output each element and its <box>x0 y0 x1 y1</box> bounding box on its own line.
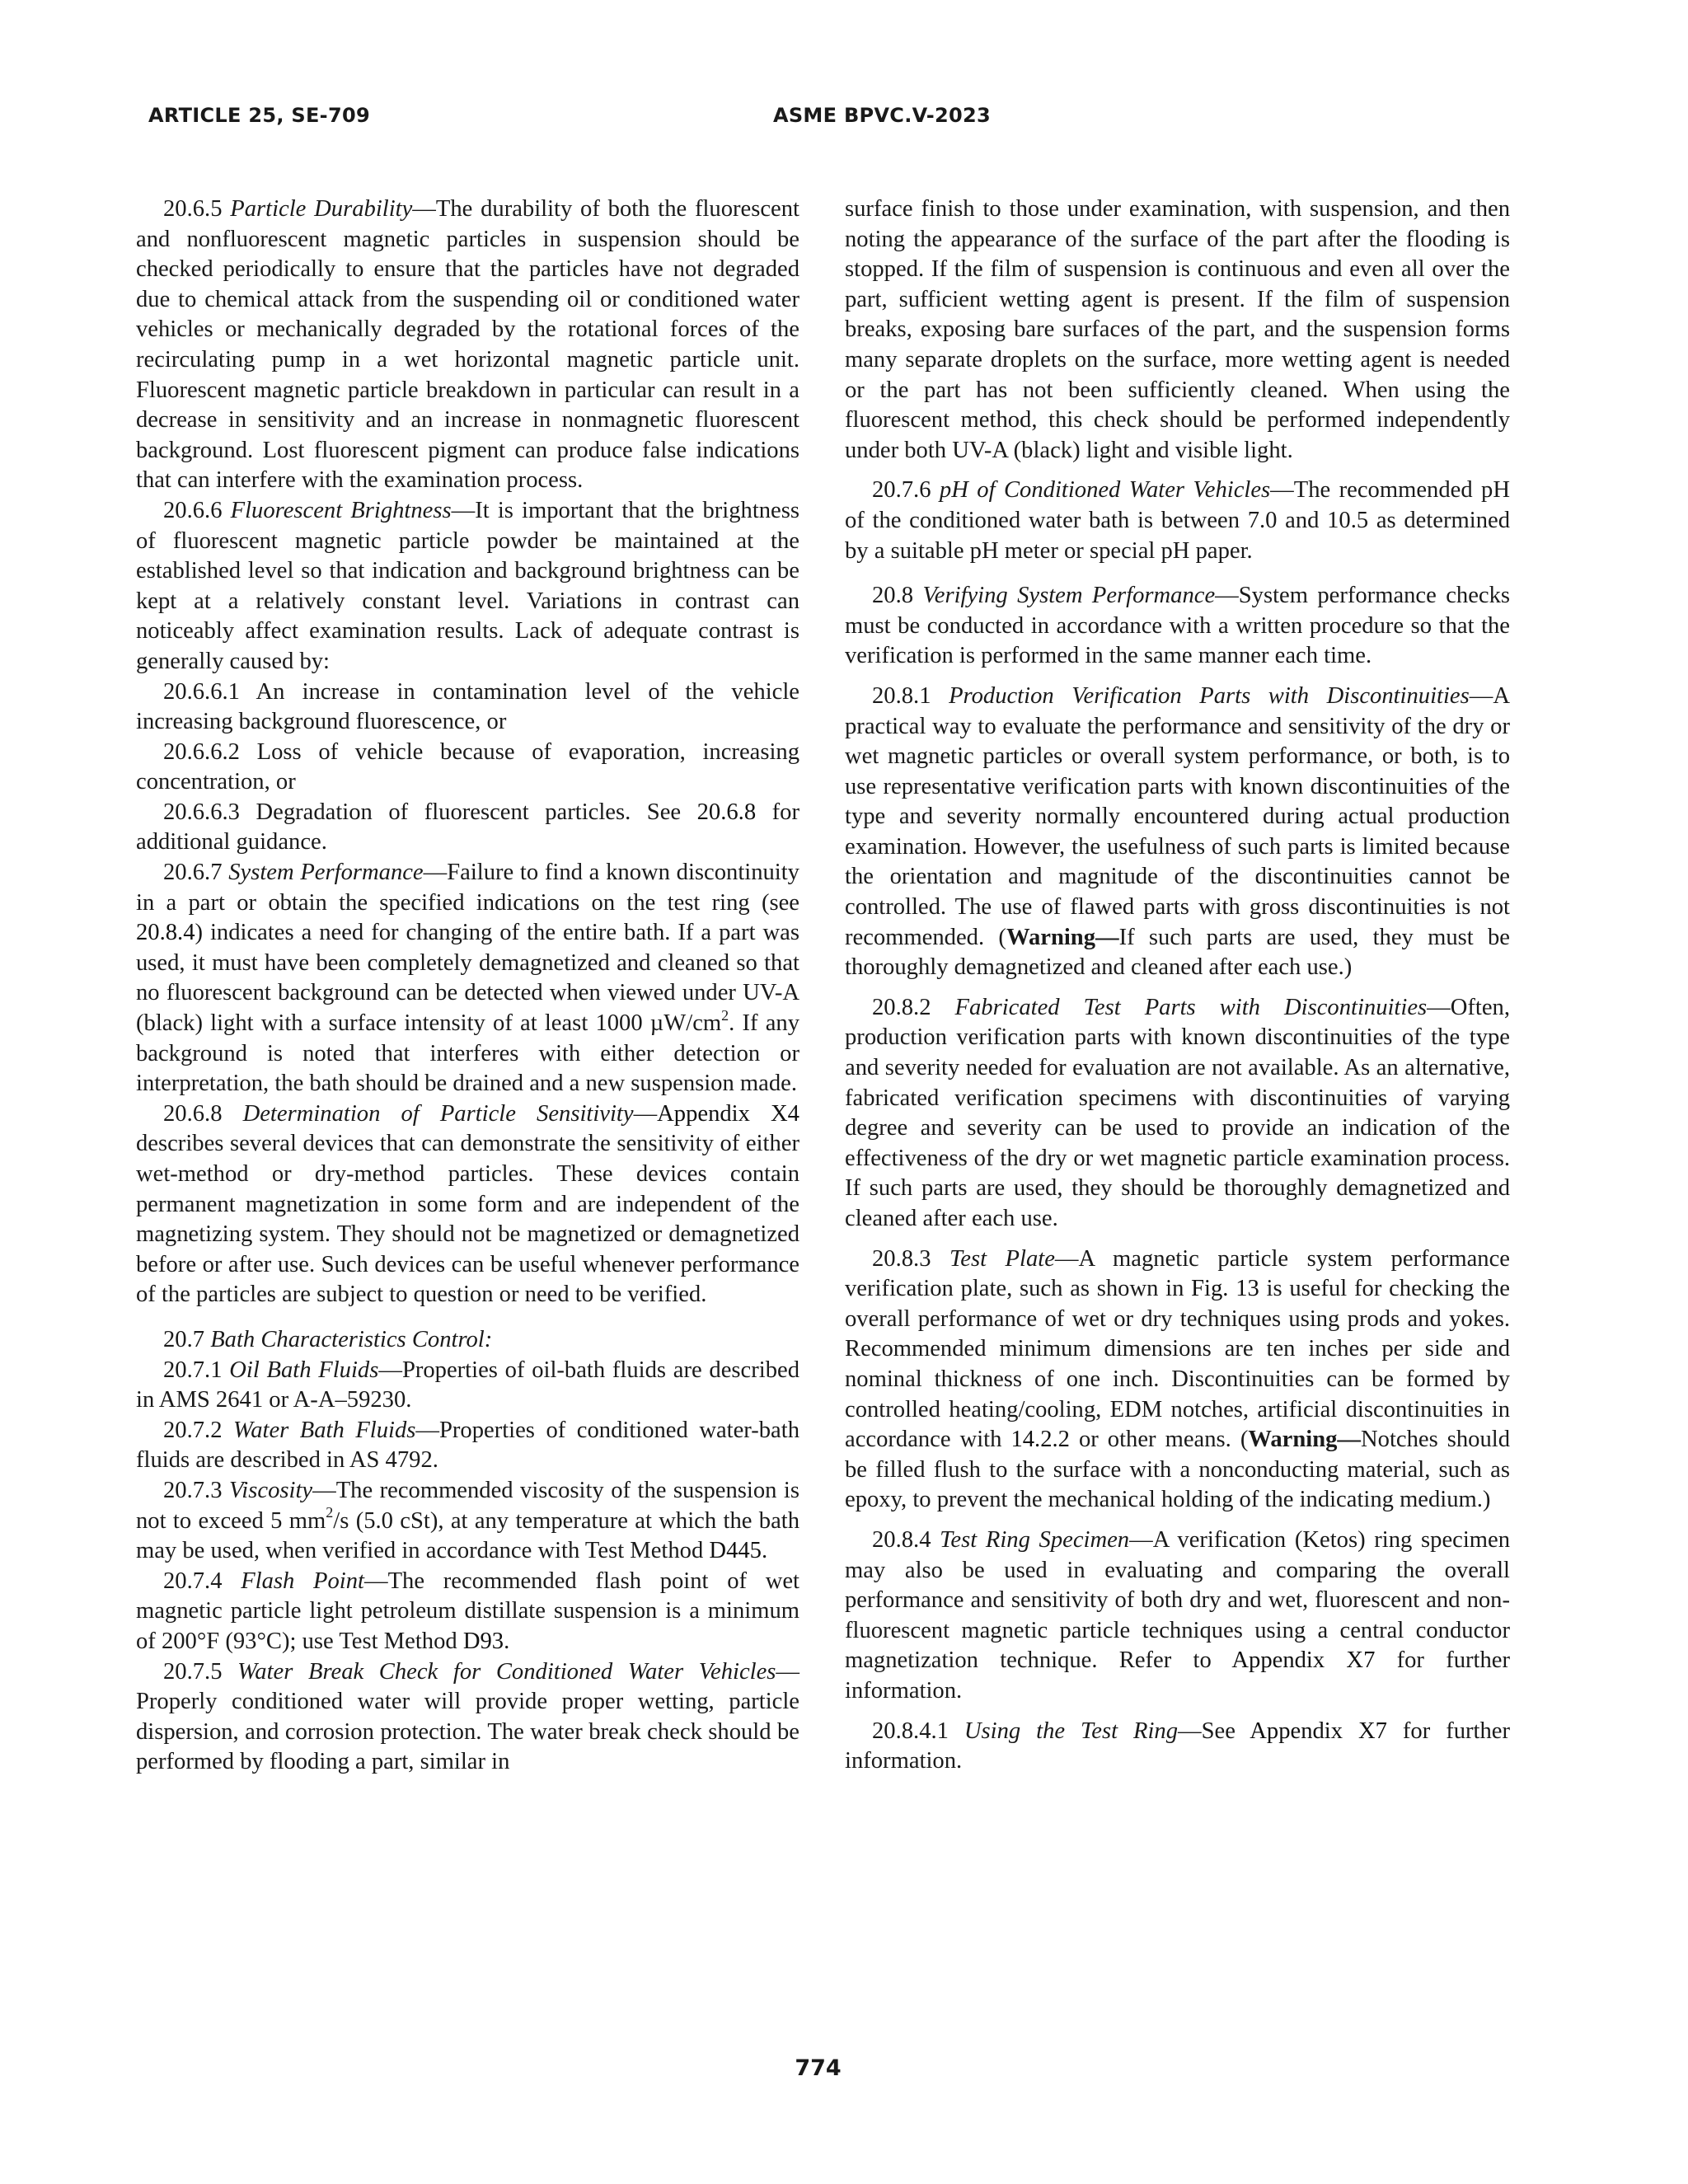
section-number: 20.7.2 <box>163 1417 223 1443</box>
para-text: —A verification (Ketos) ring specimen may also be used in evaluating and comparing the overall performance and sensitivity of both dry and wet, fluorescent and non-fluorescent magnetic particle techniques using a central conductor magnetization technique. Refer to <box>845 1526 1510 1674</box>
cross-reference-link[interactable]: D93 <box>462 1628 504 1654</box>
section-title: Test Ring Specimen <box>940 1526 1130 1553</box>
para-20-6-7 <box>136 858 799 1099</box>
para-text: for further information. <box>845 1647 1510 1704</box>
section-title: Water Bath Fluids <box>233 1417 416 1443</box>
para-text: — <box>633 1100 658 1127</box>
para-text: —Failure to find a known discontinuity in a part or obtain the specified indications on the test ring (see <box>136 860 799 916</box>
para-text: for additional guidance. <box>136 799 799 855</box>
para-20-6-6 <box>136 496 799 677</box>
section-number: 20.7.3 <box>163 1477 223 1503</box>
running-header <box>148 104 1508 137</box>
para-text: . <box>504 1628 510 1654</box>
para-20-6-6-1 <box>136 677 799 738</box>
para-text: Degradation of fluorescent particles. See <box>256 799 697 825</box>
section-number: 20.8.1 <box>872 682 931 709</box>
para-text: If such parts are used, they must be thoroughly demagnetized and cleaned after each use.) <box>845 924 1511 981</box>
section-title: Water Break Check for Conditioned Water Vehicles <box>237 1658 776 1685</box>
para-20-7-2 <box>136 1416 799 1476</box>
para-20-8-1 <box>845 682 1510 983</box>
section-title: Bath Characteristics Control: <box>210 1326 493 1352</box>
warning-label: Warning— <box>1006 924 1119 950</box>
para-text: Notches should be filled flush to the surface with a nonconducting material, such as epoxy, to prevent the mechanical holding of the indicating medium.) <box>845 1427 1510 1513</box>
section-title: Test Plate <box>950 1245 1055 1272</box>
cross-reference-link[interactable]: Appendix X7 <box>1231 1647 1376 1674</box>
para-20-6-6-2 <box>136 738 799 798</box>
section-title: Fluorescent Brightness <box>230 497 452 523</box>
section-number: 20.7.4 <box>163 1568 223 1594</box>
para-20-7-1 <box>136 1356 799 1416</box>
section-number: 20.6.8 <box>163 1100 223 1127</box>
para-20-7-4 <box>136 1567 799 1657</box>
para-20-8 <box>845 581 1510 672</box>
section-title: Determination of Particle Sensitivity <box>242 1100 634 1127</box>
section-title: Oil Bath Fluids <box>229 1357 379 1383</box>
header-standard: ASME BPVC.V-2023 <box>772 104 992 127</box>
para-text: —The recommended pH of the conditioned water bath is between 7.0 and 10.5 as determined by a suitable pH meter or special pH paper. <box>845 477 1510 564</box>
para-20-8-4-1 <box>845 1717 1510 1777</box>
para-20-7-5 <box>136 1657 799 1778</box>
cross-reference-link[interactable]: 20.6.8 <box>696 799 757 825</box>
cross-reference-link[interactable]: 14.2.2 <box>1010 1427 1070 1453</box>
para-20-6-6-3 <box>136 798 799 858</box>
para-text: —It is important that the brightness of fluorescent magnetic particle powder be maintained at the established level so that indication and background brightness can be kept at a relatively constant level. Variations in contrast can noticeably affect examination results. Lack of adequate contrast is generally caused by: <box>136 497 800 674</box>
para-continued <box>845 194 1510 466</box>
para-text: for further information. <box>845 1718 1510 1774</box>
superscript: 2 <box>326 1504 334 1521</box>
para-text: . If any background is noted that interferes with either detection or interpretation, the bath should be drained and a new suspension made. <box>136 1010 799 1097</box>
para-text: —A magnetic particle system performance verification plate, such as shown in <box>845 1245 1510 1302</box>
para-20-7-6 <box>845 476 1510 566</box>
para-20-8-4 <box>845 1526 1510 1707</box>
section-title: System Performance <box>228 860 424 886</box>
section-title: Viscosity <box>228 1477 313 1503</box>
para-20-8-3 <box>845 1244 1510 1516</box>
para-text: or other means. ( <box>1069 1427 1249 1453</box>
para-text: An increase in contamination level of the vehicle increasing background fluorescence, or <box>136 678 799 735</box>
para-text: /s (5.0 cSt), at any temperature at which the bath may be used, when verified in accordance with Test Method <box>136 1507 799 1564</box>
para-text: Loss of vehicle because of evaporation, increasing concentration, or <box>136 738 799 795</box>
para-text: —The durability of both the fluorescent and nonfluorescent magnetic particles in suspension should be checked periodically to ensure that the particles have not degraded due to chemical attack from the suspending oil or conditioned water vehicles or mechanically degraded by the rotational forces of the recirculating pump in a wet horizontal magnetic particle unit. Fluorescent magnetic particle breakdown in particular can result in a decrease in sensitivity and an increase in nonmagnetic fluorescent background. Lost fluorescent pigment can produce false indications that can interfere with the examination process. <box>136 196 799 494</box>
para-text: surface finish to those under examination, with suspension, and then noting the appearance of the surface of the part after the flooding is stopped. If the film of suspension is continuous and even all over the part, sufficient wetting agent is present. If the film of suspension breaks, exposing bare surfaces of the part, and the suspension forms many separate droplets on the surface, more wetting agent is needed or the part has not been sufficiently cleaned. When using the fluorescent method, this check should be performed independently under both UV-A (black) light and visible light. <box>845 196 1510 463</box>
section-title: Particle Durability <box>230 196 413 222</box>
para-20-7 <box>136 1325 799 1356</box>
para-20-6-8 <box>136 1099 799 1310</box>
para-20-8-2 <box>845 993 1510 1235</box>
section-title: Using the Test Ring <box>964 1718 1179 1744</box>
para-text: —Properties of oil-bath fluids are described in AMS 2641 or A-A–59230. <box>136 1357 799 1413</box>
para-text: describes several devices that can demonstrate the sensitivity of either wet-method or dry-method particles. These devices contain permanent magnetization in some form and are independent of the magnetizing system. They should not be magnetized or demagnetized before or after use. Such devices can be useful whenever performance of the particles are subject to question or need to be verified. <box>136 1131 799 1308</box>
cross-reference-link[interactable]: Appendix X7 <box>1250 1718 1387 1744</box>
para-text: —See <box>1178 1718 1250 1744</box>
para-text: —Properties of conditioned water-bath fluids are described in AS 4792. <box>136 1417 799 1474</box>
header-article: ARTICLE 25, SE-709 <box>148 104 370 127</box>
figure-reference-link[interactable]: Fig. 13 <box>1191 1276 1259 1302</box>
section-number: 20.7.6 <box>872 477 931 504</box>
cross-reference-link[interactable]: D445 <box>709 1538 762 1564</box>
section-title: Flash Point <box>241 1568 364 1594</box>
section-title: Production Verification Parts with Discontinuities <box>949 682 1470 709</box>
para-text: —System performance checks must be conducted in accordance with a written procedure so that the verification is performed in the same manner each time. <box>845 583 1510 669</box>
section-number: 20.6.5 <box>163 196 223 222</box>
para-20-6-5 <box>136 194 799 496</box>
section-title: Fabricated Test Parts with Discontinuities <box>954 994 1428 1020</box>
section-title: pH of Conditioned Water Vehicles <box>939 477 1271 504</box>
section-number: 20.8 <box>872 583 914 609</box>
para-text: ) indicates a need for changing of the entire bath. If a part was used, it must have been completely demagnetized and cleaned so that no fluorescent background can be detected when viewed under UV-A (black) light with a surface intensity of at least 1000 µW/cm <box>136 920 799 1037</box>
section-number: 20.8.4 <box>872 1526 931 1553</box>
section-number: 20.6.6 <box>163 497 223 523</box>
section-number: 20.6.6.1 <box>163 678 240 705</box>
cross-reference-link[interactable]: Appendix X4 <box>657 1100 799 1127</box>
section-number: 20.6.6.3 <box>163 799 240 825</box>
section-number: 20.7 <box>163 1326 205 1352</box>
para-text: —The recommended flash point of wet magnetic particle light petroleum distillate suspension is a minimum of 200°F (93°C); use Test Method <box>136 1568 800 1654</box>
section-title: Verifying System Performance <box>922 583 1216 609</box>
section-number: 20.6.6.2 <box>163 738 240 765</box>
section-number: 20.8.4.1 <box>872 1718 949 1744</box>
superscript: 2 <box>721 1006 729 1024</box>
section-number: 20.7.1 <box>163 1357 223 1383</box>
right-column <box>845 194 1510 1777</box>
para-text: —Properly conditioned water will provide proper wetting, particle dispersion, and corrosion protection. The water break check should be performed by flooding a part, similar in <box>136 1658 799 1775</box>
warning-label: Warning— <box>1248 1427 1361 1453</box>
left-column <box>136 194 799 1778</box>
para-20-7-3 <box>136 1476 799 1567</box>
para-text: —A practical way to evaluate the performance and sensitivity of the dry or wet magnetic particles or overall system performance, or both, is to use representative verification parts with known discontinuities of the type and severity normally encountered during actual production examination. However, the usefulness of such parts is limited because the orientation and magnitude of the discontinuities cannot be controlled. The use of flawed parts with gross discontinuities is not recommended. ( <box>845 682 1510 950</box>
section-number: 20.8.2 <box>872 994 931 1020</box>
section-number: 20.7.5 <box>163 1658 223 1685</box>
para-text: —The recommended viscosity of the suspension is not to exceed 5 mm <box>136 1477 799 1534</box>
cross-reference-link[interactable]: 20.8.4 <box>136 920 195 946</box>
section-number: 20.6.7 <box>163 860 223 886</box>
page-number: 774 <box>795 2055 842 2081</box>
section-number: 20.8.3 <box>872 1245 931 1272</box>
para-text: . <box>761 1538 768 1564</box>
para-text: is useful for checking the overall performance of wet or dry techniques using prods and yokes. Recommended minimum dimensions are ten inches per side and nominal thickness of one inch. Discontinuities can be formed by controlled heating/cooling, EDM notches, artificial discontinuities in accordance with <box>845 1276 1510 1453</box>
para-text: —Often, production verification parts with known discontinuities of the type and severity needed for evaluation are not available. As an alternative, fabricated verification specimens with discontinuities of varying degree and severity can be used to provide an indication of the effectiveness of the dry or wet magnetic particle examination process. If such parts are used, they should be thoroughly demagnetized and cleaned after each use. <box>845 994 1510 1231</box>
